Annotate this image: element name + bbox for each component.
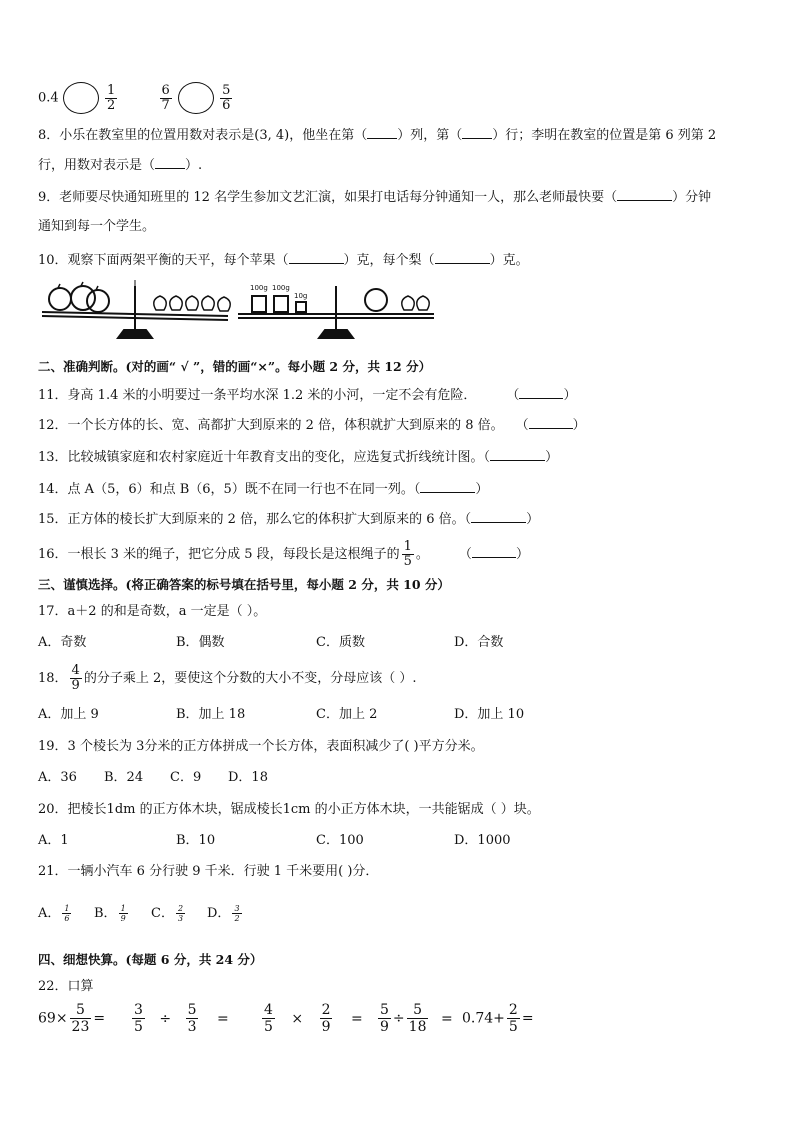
question-17-stem: 17．a＋2 的和是奇数，a 一定是（ ）。: [38, 604, 267, 619]
compare-b-left-fraction: $\frac{6}{7}$: [161, 82, 170, 113]
calc-expression-1: 69× $\frac{5}{23}$ =: [38, 1002, 106, 1035]
q18-option-b[interactable]: B．加上 18: [176, 707, 246, 722]
q18-option-a[interactable]: A．加上 9: [38, 707, 99, 722]
q16-answer-blank[interactable]: [472, 545, 516, 558]
balance-scale-1: [42, 280, 230, 338]
weight-label-100g-a: 100g: [250, 284, 268, 292]
q17-option-c[interactable]: C．质数: [316, 635, 365, 650]
q18-option-c[interactable]: C．加上 2: [316, 707, 378, 722]
section-3-heading: 三、谨慎选择。(将正确答案的标号填在括号里，每小题 2 分，共 10 分）: [38, 577, 450, 592]
q13-answer-blank[interactable]: [490, 448, 545, 461]
q10-blank-pear[interactable]: [435, 251, 490, 264]
weight-label-100g-b: 100g: [272, 284, 290, 292]
calc-expression-3: $\frac{4}{5}$ × $\frac{2}{9}$ =: [264, 1002, 363, 1035]
q20-option-a[interactable]: A．1: [38, 833, 69, 848]
q21-option-b[interactable]: B． $\frac{1}{9}$: [94, 904, 126, 923]
q14-answer-blank[interactable]: [420, 480, 475, 493]
section-4-heading: 四、细想快算。(每题 6 分，共 24 分）: [38, 952, 263, 967]
question-18-stem: 18． $\frac{4}{9}$ 的分子乘上 2，要使这个分数的大小不变，分母应该（ ）.: [38, 663, 417, 693]
question-21-stem: 21．一辆小汽车 6 分行驶 9 千米．行驶 1 千米要用( )分．: [38, 864, 379, 879]
compare-circle-b[interactable]: [178, 82, 214, 114]
question-10-line: 10．观察下面两架平衡的天平，每个苹果（ ）克，每个梨（ ）克。: [38, 253, 529, 268]
balance-scales-illustration: [38, 276, 438, 346]
question-16: 16．一根长 3 米的绳子，把它分成 5 段，每段长是这根绳子的 $\frac{1}{5}$ 。 （ ）: [38, 539, 529, 569]
pear-icon: [417, 296, 430, 310]
question-13: 13．比较城镇家庭和农村家庭近十年教育支出的变化，应选复式折线统计图。（ ）: [38, 450, 559, 465]
weight-100g-icon: [274, 296, 288, 312]
question-12: 12．一个长方体的长、宽、高都扩大到原来的 2 倍，体积就扩大到原来的 8 倍。 （ ）: [38, 418, 586, 433]
q21-option-d[interactable]: D． $\frac{3}{2}$: [207, 904, 240, 923]
q19-option-c[interactable]: C．9: [170, 770, 202, 785]
q8-blank-pair[interactable]: [155, 156, 185, 169]
question-18-options: [38, 706, 754, 724]
question-11: 11．身高 1.4 米的小明要过一条平均水深 1.2 米的小河，一定不会有危险． （ ）: [38, 388, 577, 403]
calc-expression-4: $\frac{5}{9}$ ÷ $\frac{5}{18}$ =: [380, 1002, 453, 1035]
question-19-options: [38, 769, 754, 787]
q21-option-c[interactable]: C． $\frac{2}{3}$: [151, 904, 184, 923]
question-9-line-2: 通知到每一个学生。: [38, 219, 156, 234]
q10-blank-apple[interactable]: [289, 251, 344, 264]
compare-b-right-fraction: $\frac{5}{6}$: [222, 82, 231, 113]
section-2-heading: 二、准确判断。(对的画“ √ ”，错的画“×”。每小题 2 分，共 12 分）: [38, 359, 432, 374]
question-17-options: [38, 634, 754, 652]
q19-option-d[interactable]: D．18: [228, 770, 268, 785]
question-8-line-1: 8．小乐在教室里的位置用数对表示是(3, 4)，他坐在第（ ）列，第（ ）行；李明在教室的位置是第 6 列第 2: [38, 128, 717, 143]
weight-label-10g: 10g: [294, 292, 308, 300]
q16-fraction: $\frac{1}{5}$: [403, 539, 412, 569]
weight-100g-icon: [252, 296, 266, 312]
question-15: 15．正方体的棱长扩大到原来的 2 倍，那么它的体积扩大到原来的 6 倍。（ ）: [38, 512, 540, 527]
question-19-stem: 19．3 个棱长为 3分米的正方体拼成一个长方体，表面积减少了( )平方分米。: [38, 739, 484, 754]
calc-expression-5: 0.74+ $\frac{2}{5}$ =: [462, 1002, 534, 1035]
question-8-line-2: 行，用数对表示是（ ）.: [38, 158, 203, 173]
compare-a-left: 0.4: [38, 90, 59, 106]
q21-option-a[interactable]: A． $\frac{1}{6}$: [38, 904, 70, 923]
q20-option-b[interactable]: B．10: [176, 833, 216, 848]
apple-icon: [87, 290, 109, 312]
q8-blank-row[interactable]: [462, 126, 492, 139]
question-22-title: 22．口算: [38, 979, 94, 994]
pear-icon: [186, 296, 199, 310]
pear-icon: [202, 296, 215, 310]
compare-row: [38, 82, 754, 114]
q17-option-d[interactable]: D．合数: [454, 635, 504, 650]
question-9-line-1: 9．老师要尽快通知班里的 12 名学生参加文艺汇演，如果打电话每分钟通知一人，那么老师最快要（ ）分钟: [38, 190, 712, 205]
question-14: 14．点 A（5，6）和点 B（6，5）既不在同一行也不在同一列。（ ）: [38, 482, 489, 497]
q12-answer-blank[interactable]: [529, 416, 573, 429]
question-21-options: [38, 904, 754, 923]
q20-option-c[interactable]: C．100: [316, 833, 364, 848]
weight-10g-icon: [296, 302, 306, 312]
question-20-stem: 20．把棱长1dm 的正方体木块，锯成棱长1cm 的小正方体木块，一共能锯成（ ）块。: [38, 802, 540, 817]
pear-icon: [154, 296, 167, 310]
compare-circle-a[interactable]: [63, 82, 99, 114]
balance-scale-2: [238, 286, 434, 338]
q19-option-b[interactable]: B．24: [104, 770, 144, 785]
compare-a-right-fraction: $\frac{1}{2}$: [106, 82, 116, 113]
q19-option-a[interactable]: A．36: [38, 770, 77, 785]
pear-icon: [402, 296, 415, 310]
apple-icon: [365, 289, 387, 311]
apple-icon: [49, 288, 71, 310]
q20-option-d[interactable]: D．1000: [454, 833, 511, 848]
pear-icon: [170, 296, 183, 310]
q8-blank-column[interactable]: [367, 126, 397, 139]
question-20-options: [38, 832, 754, 850]
apple-icon: [71, 286, 95, 310]
q11-answer-blank[interactable]: [519, 386, 563, 399]
pear-icon: [218, 297, 231, 311]
calc-expression-2: $\frac{3}{5}$ ÷ $\frac{5}{3}$ =: [134, 1002, 229, 1035]
q17-option-a[interactable]: A．奇数: [38, 635, 87, 650]
q18-option-d[interactable]: D．加上 10: [454, 707, 525, 722]
q15-answer-blank[interactable]: [471, 510, 526, 523]
q17-option-b[interactable]: B．偶数: [176, 635, 225, 650]
q18-fraction: $\frac{4}{9}$: [71, 663, 80, 693]
q9-blank-minutes[interactable]: [617, 188, 672, 201]
